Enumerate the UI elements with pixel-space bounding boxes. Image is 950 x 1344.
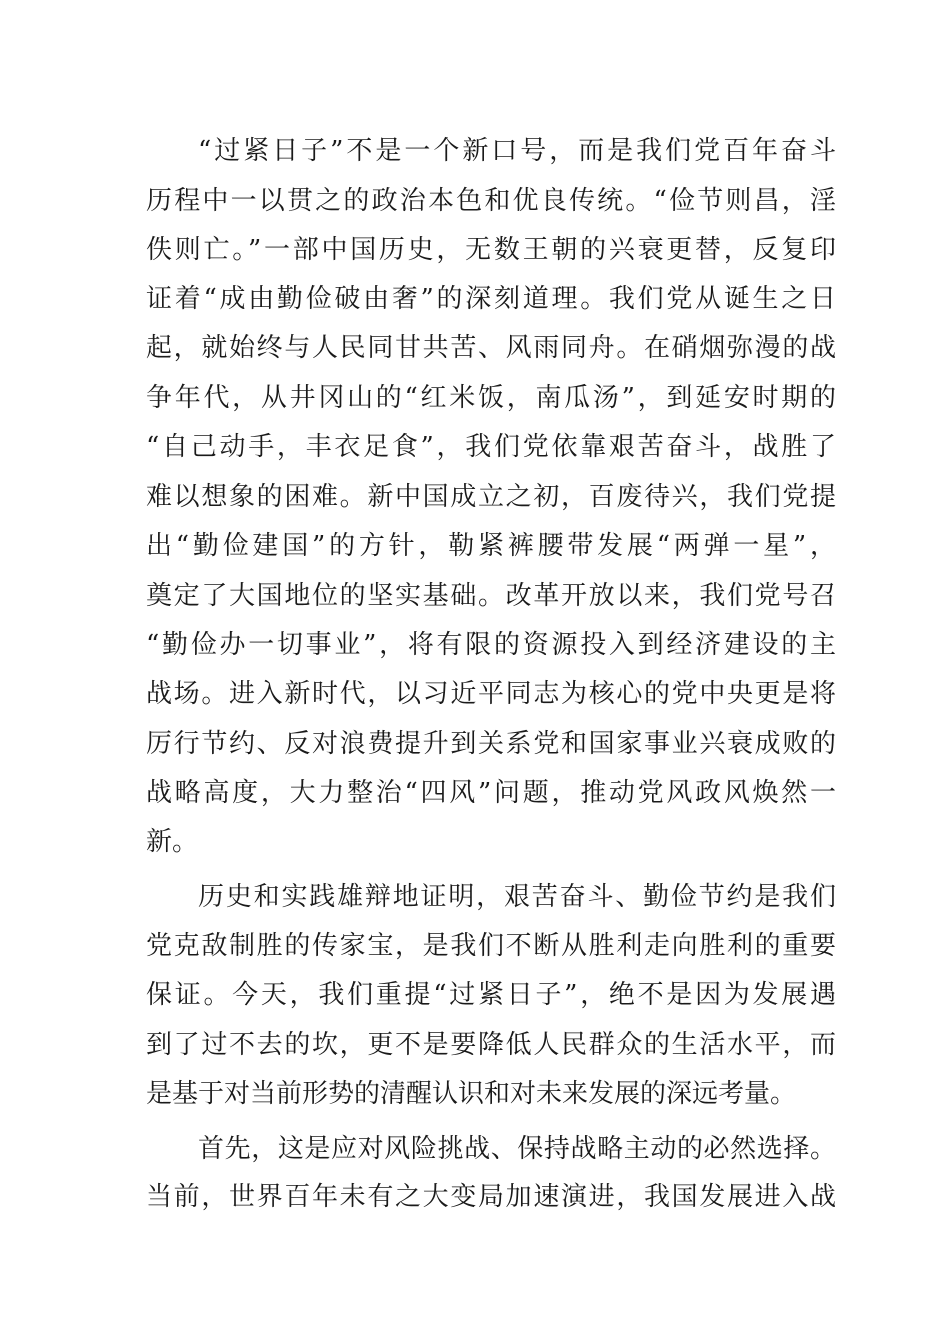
paragraph-1-line-6: 争年代，从井冈山的“红米饭，南瓜汤”，到延安时期的 [146,383,836,413]
paragraph-1-line-12: 战场。进入新时代，以习近平同志为核心的党中央更是将 [146,679,836,709]
paragraph-1-line-13: 厉行节约、反对浪费提升到关系党和国家事业兴衰成败的 [146,729,836,759]
paragraph-1-line-9: 出“勤俭建国”的方针，勒紧裤腰带发展“两弹一星”， [146,531,836,561]
paragraph-1-line-1: “过紧日子”不是一个新口号，而是我们党百年奋斗 [198,136,836,166]
paragraph-1-line-14: 战略高度，大力整治“四风”问题，推动党风政风焕然一 [146,778,836,808]
paragraph-1-line-7: “自己动手，丰衣足食”，我们党依靠艰苦奋斗，战胜了 [146,432,836,462]
paragraph-1-line-2: 历程中一以贯之的政治本色和优良传统。“俭节则昌，淫 [146,186,836,216]
paragraph-1-line-4: 证着“成由勤俭破由奢”的深刻道理。我们党从诞生之日 [146,284,836,314]
paragraph-2-line-5: 是基于对当前形势的清醒认识和对未来发展的深远考量。 [146,1079,797,1109]
paragraph-2-line-2: 党克敌制胜的传家宝，是我们不断从胜利走向胜利的重要 [146,931,836,961]
paragraph-1-line-5: 起，就始终与人民同甘共苦、风雨同舟。在硝烟弥漫的战 [146,333,836,363]
paragraph-3-line-1: 首先，这是应对风险挑战、保持战略主动的必然选择。 [198,1134,836,1164]
paragraph-1-line-10: 奠定了大国地位的坚实基础。改革开放以来，我们党号召 [146,581,836,611]
paragraph-3-line-2: 当前，世界百年未有之大变局加速演进，我国发展进入战 [146,1182,836,1212]
paragraph-1-line-15: 新。 [146,827,199,857]
paragraph-1-line-8: 难以想象的困难。新中国成立之初，百废待兴，我们党提 [146,482,836,512]
paragraph-2-line-1: 历史和实践雄辩地证明，艰苦奋斗、勤俭节约是我们 [198,882,836,912]
paragraph-1-line-3: 佚则亡。”一部中国历史，无数王朝的兴衰更替，反复印 [146,235,836,265]
paragraph-2-line-3: 保证。今天，我们重提“过紧日子”，绝不是因为发展遇 [146,980,836,1010]
paragraph-2-line-4: 到了过不去的坎，更不是要降低人民群众的生活水平，而 [146,1030,836,1060]
paragraph-1-line-11: “勤俭办一切事业”，将有限的资源投入到经济建设的主 [146,630,836,660]
